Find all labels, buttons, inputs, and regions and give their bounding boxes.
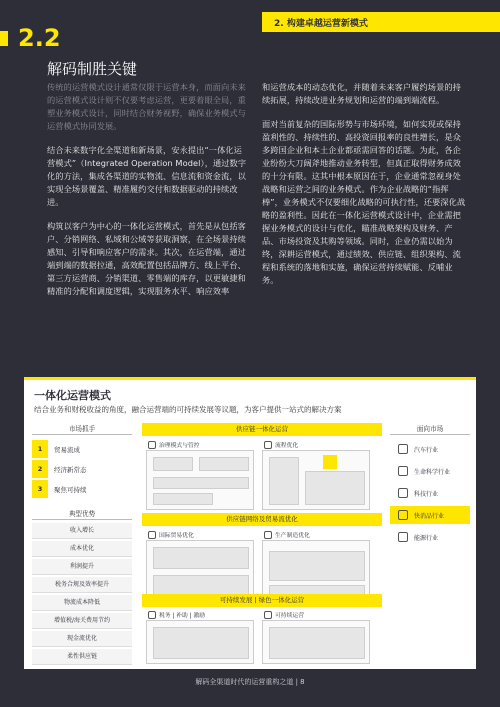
lead-paragraph: 传统的运营模式设计通常仅限于运营本身，而面向未来的运营模式设计则不仅要考虑运营，更要着眼全局，重塑业务模式设计，同时结合财务视野，确保业务模式与运营模式协同发展。	[47, 82, 246, 131]
cart-icon	[398, 510, 408, 520]
governance-diagram	[146, 450, 254, 510]
market-item: 2 经济新常态	[32, 460, 132, 478]
advantage-panel-heading: 典型优势	[68, 510, 96, 518]
industry-item: 生命科学行业	[390, 462, 470, 480]
divider	[32, 434, 132, 435]
section-tab: 2. 构建卓越运营新模式	[262, 12, 500, 32]
figure-subtitle: 结合业务和财税收益的角度，融合运营端的可持续发展等议题，为客户提供一站式的解决方案	[34, 405, 342, 414]
box-label: 税务 | 补助 | 激励	[148, 610, 205, 619]
advantage-item: 成本优化	[32, 541, 132, 557]
body-paragraph: 结合未来数字化全渠道和新场景，安永提出“一体化运营模式”（Integrated Operation Model），通过数字化的方法，集成各渠道的实物流、信息流和资金流，以实现全场景覆盖、精准履约交付和数据驱动的持续改进。	[47, 145, 247, 207]
industry-panel-heading: 面向市场	[416, 425, 444, 433]
advantage-item: 收入增长	[32, 523, 132, 539]
section-number: 2.2	[18, 24, 61, 52]
box-label: 治理模式与管控	[148, 440, 200, 449]
car-icon	[398, 444, 408, 454]
operating-model-figure	[24, 377, 476, 669]
industry-item: 科技行业	[390, 484, 470, 502]
divider	[32, 519, 132, 520]
energy-icon	[398, 532, 408, 542]
industry-item: 能源行业	[390, 528, 470, 546]
trade-diagram	[146, 540, 254, 600]
box-label: 国际贸易优化	[148, 530, 194, 539]
section-title: 解码制胜关键	[47, 60, 138, 78]
band-sustainability: 可持续发展 | 绿色一体化运营	[142, 594, 382, 607]
industry-item: 汽车行业	[390, 440, 470, 458]
factory-icon	[264, 531, 272, 539]
market-panel-heading: 市场抓手	[68, 425, 96, 433]
box-label: 流程优化	[264, 440, 298, 449]
box-label: 可持续运营	[264, 610, 304, 619]
molecule-icon	[398, 466, 408, 476]
market-item: 3 聚焦可持续	[32, 480, 132, 498]
divider	[390, 434, 470, 435]
page-footer: 解码全渠道时代的运营重构之道 | 8	[195, 678, 305, 686]
advantage-item: 利润提升	[32, 559, 132, 575]
globe-icon	[148, 531, 156, 539]
industry-item-highlighted: 快消品行业	[390, 506, 470, 524]
figure-title: 一体化运营模式	[34, 389, 111, 402]
body-paragraph: 构筑以客户为中心的一体化运营模式，首先是从包括客户、分销网络、私域和公域等获取洞察，在全场景持续感知、引导和响应客户的需求。其次，在运营端，通过端到端的数据拉通，高效配置包括品牌方、线上平台、第三方运营商、分销渠道、零售端的库存，以更敏捷和精准的分配和调度逻辑，实现服务水平、响应效率	[47, 221, 246, 296]
sustainability-diagram	[262, 620, 370, 664]
body-paragraph: 面对当前复杂的国际形势与市场环境，如何实现或保持盈利性的、持续性的、高投资回报率的良性增长，是众多跨国企业和本土企业都亟需回答的话题。为此，各企业纷纷大刀阔斧地推动业务转型，但真正取得财务成效的十分有限。这其中根本原因在于，企业通常忽视身处战略和运营之间的业务模式。作为企业战略的“指挥棒”，业务模式不仅要细化战略的可执行性，还要深化战略的盈利性。因此在一体化运营模式设计中，企业需把握业务模式的设计与优化，瞄准战略架构及财务、产品、市场投资及其购等领域。同时，企业仍需以始为终，深耕运营模式，通过绩效、供应链、组织架构、流程和系统的落地和实施，确保运营持续赋能、反哺业务。	[262, 119, 466, 285]
advantage-item: 现金流优化	[32, 631, 132, 647]
left-column	[47, 81, 247, 309]
advantage-item: 增值税/海关费用节约	[32, 613, 132, 629]
leaf-icon	[264, 611, 272, 619]
chip-icon	[398, 488, 408, 498]
tax-icon	[148, 611, 156, 619]
governance-icon	[148, 441, 156, 449]
body-paragraph: 和运营成本的动态优化，并随着未来客户履约场景的持续拓展，持续改进业务规划和运营的端到端流程。	[262, 82, 461, 105]
advantage-item: 柔性供应链	[32, 649, 132, 665]
band-integrated-ops: 供应链一体化运营	[142, 423, 382, 436]
tax-diagram	[146, 620, 254, 664]
process-diagram	[262, 450, 370, 510]
process-icon	[264, 441, 272, 449]
box-label: 生产制造优化	[264, 530, 310, 539]
advantage-item: 税务合规及效率提升	[32, 577, 132, 593]
band-network: 供应链网络及贸易流优化	[142, 513, 382, 526]
market-item: 1 贸易流成	[32, 440, 132, 458]
manufacturing-diagram	[262, 540, 370, 600]
advantage-item: 物流成本降低	[32, 595, 132, 611]
section-accent-bar	[0, 31, 8, 46]
right-column	[262, 81, 468, 298]
